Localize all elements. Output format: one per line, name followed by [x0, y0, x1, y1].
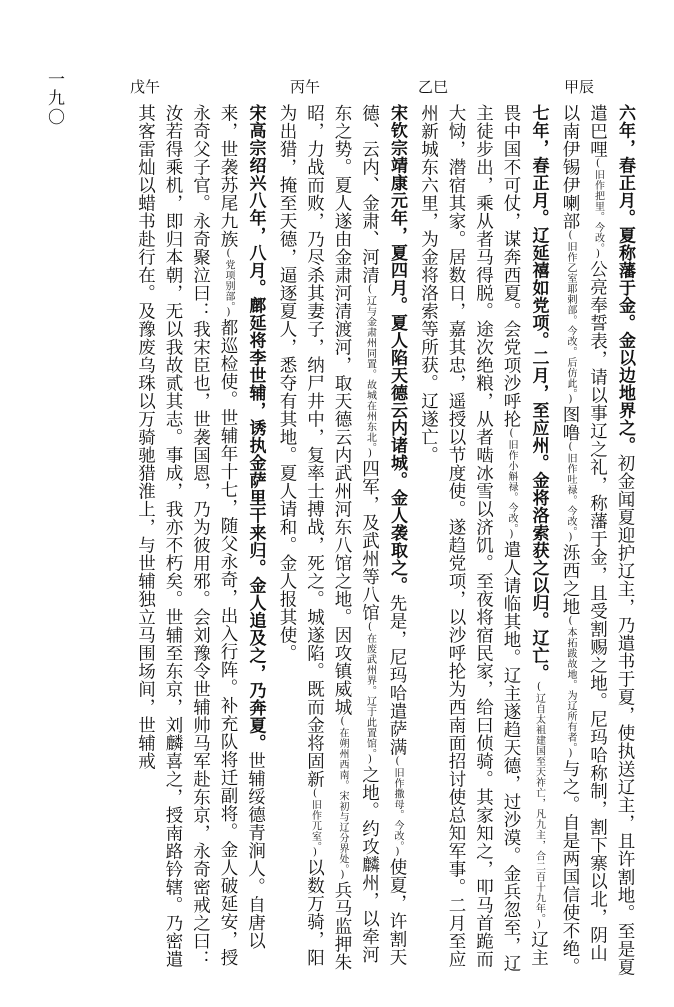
- entry-2-note-1: (旧作小斛禄。今改。): [506, 428, 517, 541]
- entry-1-note-3: (旧作吐禄。今改。): [565, 441, 576, 544]
- entry-4-heading: 宋高宗绍兴八年，八月。鄜延将李世辅，诱执金萨里干来归。金人追及之，乃奔夏。: [245, 104, 266, 752]
- entry-2-body: 辽主畏中国不可仗，谋奔西夏。会党项沙呼抡: [501, 104, 549, 967]
- entry-3-note-2: (辽与金肃州同置。故城在州东北。): [364, 284, 376, 460]
- vertical-text-block: [26, 104, 638, 979]
- entry-1-note-2: (旧作乙室耶剌部。今改。后仿此。): [565, 230, 576, 406]
- page-number: 一九〇: [44, 70, 64, 127]
- entry-3-heading: 宋钦宗靖康元年，夏四月。夏人陷天德云内诸城。金人袭取之。: [387, 104, 407, 594]
- entry-4-note-1: (党项别部。): [223, 248, 234, 319]
- entry-4-body: 世辅绥德青涧人。自唐以来，世袭苏尾九族: [218, 104, 266, 950]
- entry-3-body-4: 之地。约攻麟州，以牵河东之势。夏人遂由金肃河清渡河，取天德云内武州河东八馆之地。因攻镇威城: [332, 104, 380, 964]
- entry-1-body-4: 泺西之地: [560, 543, 580, 616]
- era-tag-yisi: 乙巳: [417, 78, 448, 96]
- entry-3-note-3: (在废武州界。辽于此置馆。): [364, 621, 376, 766]
- entry-4-body-2: 都巡检使。世辅年十七，随父永奇，出入行阵。补充队将迁副将。金人破延安，授永奇父子官。永奇聚泣曰：我宋臣也，世袭国恩，乃为彼用邪。会刘豫令世辅帅马军赴东京，永奇密戒之曰：汝若得乘机，即归本朝，无以我故贰其志。事成，我亦不朽矣。世辅至东京，刘麟喜之，授南路钤辖。乃密遣其客雷灿以蜡书赴行在。及豫废乌珠以万骑驰猎淮上，与世辅独立马围场间，世辅戒: [135, 104, 238, 968]
- entry-3-body-5: 兵马监押朱昭，力战而败，乃尽杀其妻子，纳尸井中，复率士搏战，死之。城遂陷。既而金将固新: [304, 104, 352, 971]
- entry-3-body-2: 使夏，许割天德、云内、金肃、河清: [359, 104, 407, 966]
- entry-3-body-3: 四军，及武州等八馆: [359, 459, 380, 622]
- entry-2-heading: 七年，春正月。辽延禧如党项。二月，至应州。金将洛索获之以归。辽亡。: [528, 104, 549, 682]
- entry-1-body-2: 公亮奉誓表，请以事辽之礼，称藩于金，且受割赐之地。尼玛哈称制，割下寨以北，阴山以南伊锡伊喇部: [560, 104, 608, 962]
- entry-1-note-4: (本拓跋故地。为辽所有者。): [565, 615, 576, 760]
- entry-2-body-2: 遣人请临其地。辽主遂趋天德，过沙漠。金兵忽至，辽主徒步出，乘从者马得脱。途次绝粮，从者啮冰雪以济饥。至夜将宿民家，给曰侦骑。其家知之，叩马首跪而大恸，潜宿其家。居数日，嘉其忠，遥授以节度使。遂趋党项，以沙呼抡为西南面招讨使总知军事。二月至应州新城东六里，为金将洛索等所获。辽遂亡。: [418, 104, 521, 973]
- entry-1-heading: 六年，春正月。夏称藩于金。金以边地界之。: [615, 104, 635, 454]
- entry-1-body-5: 与之。自是两国信使不绝。: [560, 759, 580, 976]
- entry-3-note-5: (旧作兀室。): [309, 788, 321, 859]
- entry-3-body-6: 以数万骑，阳为出猎，掩至天德，逼逐夏人，悉夺有其地。夏人请和。金人报其使。: [277, 104, 325, 967]
- entry-1-body-3: 图噜: [560, 405, 580, 442]
- era-tag-bingwu: 丙午: [289, 78, 320, 96]
- entry-1-body: 初金闻夏迎护辽主，乃遣书于夏，使执送辽主，且许割地。至是夏遣巴哩: [587, 104, 635, 976]
- era-tag-jiachen: 甲辰: [563, 78, 594, 96]
- entry-3-note-4: (在朔州西南。宋初与辽分界处。): [337, 716, 348, 881]
- era-tags: [26, 78, 638, 104]
- era-tag-wuwu: 戊午: [129, 78, 160, 96]
- entry-2: [414, 104, 552, 979]
- entry-2-note-a: (辽自太祖建国至天祚亡，凡九主，合二百十九年。): [533, 681, 545, 931]
- entry-3-body: 先是，尼玛哈遣萨满: [387, 594, 407, 756]
- entry-1-note-1: (旧作把里。今改。): [592, 158, 604, 260]
- entry-1: [556, 104, 639, 979]
- entry-3: [273, 104, 411, 979]
- entry-3-note-1: (旧作撒母。今改。): [392, 756, 403, 858]
- entry-4: [131, 104, 269, 979]
